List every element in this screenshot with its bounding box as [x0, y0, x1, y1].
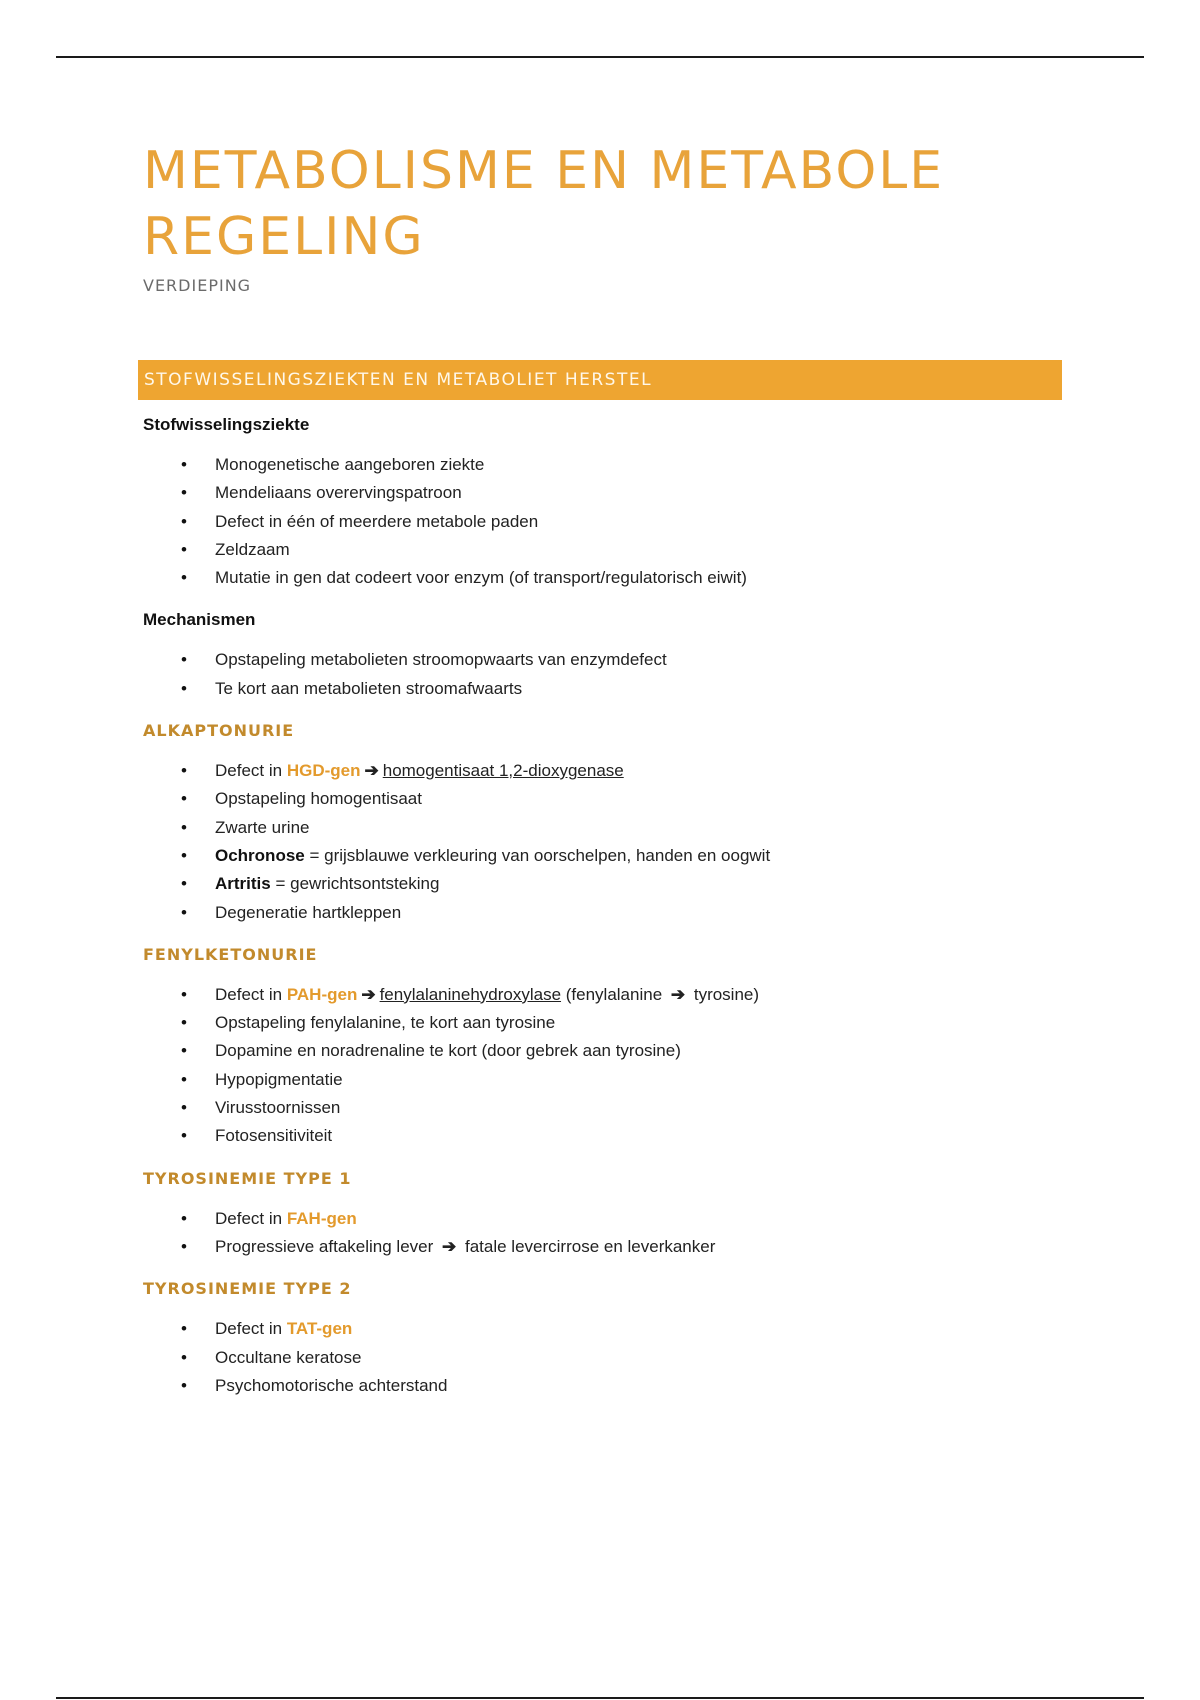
item-text: tyrosine): [689, 984, 760, 1004]
item-text: = gewrichtsontsteking: [270, 874, 440, 894]
gene-name: PAH-gen: [286, 984, 358, 1004]
bullet-icon: •: [181, 984, 187, 1004]
item-text: (fenylalanine: [561, 984, 667, 1004]
bullet-icon: •: [181, 1098, 187, 1118]
item-text: Dopamine en noradrenaline te kort (door gebrek aan tyrosine): [215, 1041, 681, 1061]
bullet-icon: •: [181, 761, 187, 781]
arrow-right-icon: ➔: [364, 761, 379, 781]
list-stofwisselingsziekte: [143, 451, 1063, 592]
item-text: Psychomotorische achterstand: [215, 1375, 448, 1395]
item-text: Defect in: [215, 761, 287, 781]
list-item: [143, 675, 1063, 703]
bullet-icon: •: [181, 1375, 187, 1395]
gene-name: HGD-gen: [286, 761, 361, 781]
item-text: Virusstoornissen: [215, 1098, 341, 1118]
list-mechanismen: [143, 646, 1063, 703]
item-text: Hypopigmentatie: [215, 1069, 343, 1089]
list-item: [143, 646, 1063, 674]
item-text: Occultane keratose: [215, 1347, 362, 1367]
item-text: Fotosensitiviteit: [215, 1126, 333, 1146]
list-item: [143, 1009, 1063, 1037]
list-item: [143, 564, 1063, 592]
list-item: [143, 1344, 1063, 1372]
bullet-icon: •: [181, 539, 187, 559]
item-text: Zwarte urine: [215, 817, 310, 837]
list-item: [143, 1094, 1063, 1122]
list-tyrosinemie-type-1: [143, 1205, 1063, 1262]
item-text: Mendeliaans overervingspatroon: [215, 483, 462, 503]
document-body: [143, 410, 1063, 1416]
item-text: Degeneratie hartkleppen: [215, 902, 402, 922]
list-fenylketonurie: [143, 981, 1063, 1151]
item-text: Opstapeling metabolieten stroomopwaarts van enzymdefect: [215, 650, 667, 670]
bullet-icon: •: [181, 678, 187, 698]
list-item: [143, 479, 1063, 507]
document-title: [143, 138, 1063, 270]
heading-stofwisselingsziekte: Stofwisselingsziekte: [143, 415, 310, 434]
item-text: Progressieve aftakeling lever: [215, 1236, 439, 1256]
list-item: [143, 842, 1063, 870]
arrow-right-icon: ➔: [442, 1236, 457, 1256]
item-text: Mutatie in gen dat codeert voor enzym (of transport/regulatorisch eiwit): [215, 568, 747, 588]
term-ochronose: Ochronose: [215, 845, 305, 865]
bullet-icon: •: [181, 902, 187, 922]
list-item: [143, 451, 1063, 479]
list-item: [143, 785, 1063, 813]
title-line-2: REGELING: [143, 207, 425, 267]
bullet-icon: •: [181, 874, 187, 894]
bullet-icon: •: [181, 817, 187, 837]
bullet-icon: •: [181, 1126, 187, 1146]
item-text: Monogenetische aangeboren ziekte: [215, 455, 485, 474]
title-block: [143, 138, 1063, 295]
list-item: [143, 508, 1063, 536]
bullet-icon: •: [181, 1069, 187, 1089]
term-artritis: Artritis: [215, 874, 271, 894]
list-alkaptonurie: [143, 757, 1063, 927]
heading-tyrosinemie-type-1: TYROSINEMIE TYPE 1: [143, 1168, 352, 1188]
arrow-right-icon: ➔: [361, 984, 376, 1004]
list-tyrosinemie-type-2: [143, 1315, 1063, 1400]
item-text: Opstapeling fenylalanine, te kort aan tyrosine: [215, 1013, 556, 1033]
item-text: fatale levercirrose en leverkanker: [460, 1236, 716, 1256]
list-item: [143, 1315, 1063, 1343]
bullet-icon: •: [181, 483, 187, 503]
item-text: Te kort aan metabolieten stroomafwaarts: [215, 678, 523, 698]
bullet-icon: •: [181, 568, 187, 588]
list-item: [143, 536, 1063, 564]
bullet-icon: •: [181, 1236, 187, 1256]
list-item: [143, 757, 1063, 785]
heading-alkaptonurie: ALKAPTONURIE: [143, 721, 295, 741]
heading-mechanismen: Mechanismen: [143, 610, 256, 630]
bottom-rule: [56, 1697, 1144, 1699]
bullet-icon: •: [181, 650, 187, 670]
heading-fenylketonurie: FENYLKETONURIE: [143, 944, 318, 964]
bullet-icon: •: [181, 511, 187, 531]
bullet-icon: •: [181, 455, 187, 474]
item-text: = grijsblauwe verkleuring van oorschelpen, handen en oogwit: [304, 845, 771, 865]
gene-name: TAT-gen: [286, 1319, 353, 1339]
list-item: [143, 1066, 1063, 1094]
list-item: [143, 1122, 1063, 1150]
document-subtitle: VERDIEPING: [143, 276, 252, 295]
list-item: [143, 981, 1063, 1009]
arrow-right-icon: ➔: [670, 984, 686, 1004]
bullet-icon: •: [181, 1208, 187, 1228]
bullet-icon: •: [181, 789, 187, 809]
item-text: Defect in één of meerdere metabole paden: [215, 511, 539, 531]
item-text: Defect in: [215, 1319, 287, 1339]
bullet-icon: •: [181, 845, 187, 865]
list-item: [143, 1372, 1063, 1400]
bullet-icon: •: [181, 1319, 187, 1339]
enzyme-name: homogentisaat 1,2-dioxygenase: [382, 761, 624, 781]
list-item: [143, 1205, 1063, 1233]
section-heading-bar: STOFWISSELINGSZIEKTEN EN METABOLIET HERSTEL: [138, 360, 1062, 400]
bullet-icon: •: [181, 1041, 187, 1061]
item-text: Zeldzaam: [215, 539, 290, 559]
enzyme-name: fenylalaninehydroxylase: [379, 984, 562, 1004]
heading-tyrosinemie-type-2: TYROSINEMIE TYPE 2: [143, 1279, 352, 1299]
item-text: Defect in: [215, 984, 287, 1004]
bullet-icon: •: [181, 1013, 187, 1033]
gene-name: FAH-gen: [286, 1208, 357, 1228]
list-item: [143, 814, 1063, 842]
list-item: [143, 1037, 1063, 1065]
list-item: [143, 899, 1063, 927]
list-item: [143, 870, 1063, 898]
item-text: Opstapeling homogentisaat: [215, 789, 422, 809]
title-line-1: METABOLISME EN METABOLE: [143, 141, 945, 201]
item-text: Defect in: [215, 1208, 287, 1228]
list-item: [143, 1233, 1063, 1261]
bullet-icon: •: [181, 1347, 187, 1367]
top-rule: [56, 56, 1144, 58]
